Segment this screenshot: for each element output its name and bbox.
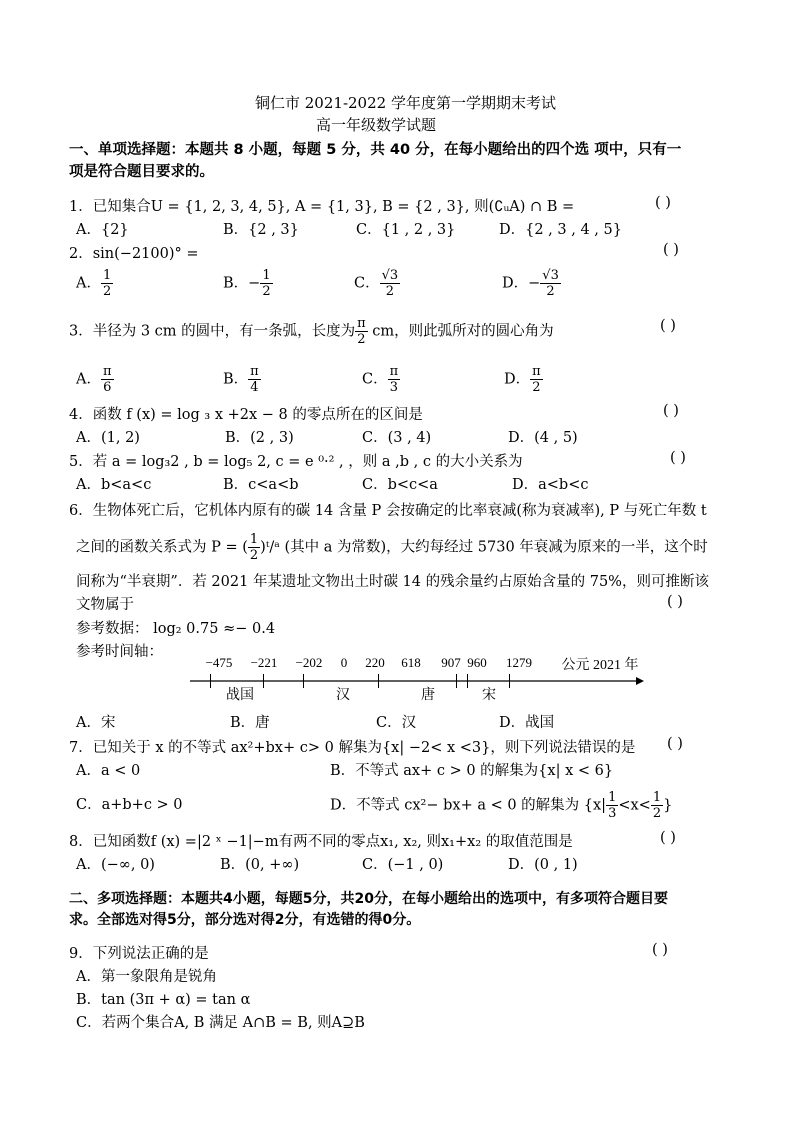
q3-option-a: [76, 364, 114, 395]
denominator: 3: [389, 380, 399, 395]
q7-option-d-text-end: }: [663, 797, 673, 814]
exam-title: 铜仁市 2021-2022 学年度第一学期期末考试: [255, 94, 556, 112]
q2-option-b: [223, 268, 273, 299]
q6-option-b: B．唐: [230, 715, 270, 731]
q2-option-a: [76, 268, 113, 299]
q4-option-b: B．(2 , 3): [225, 430, 294, 446]
timeline-label: 907: [441, 655, 461, 670]
timeline-tick: [210, 674, 211, 688]
exam-subtitle: 高一年级数学试题: [316, 116, 437, 134]
q4-option-c: C．(3 , 4): [362, 430, 432, 446]
era-label: 宋: [482, 687, 496, 703]
q4-answer-paren: ( ): [663, 403, 679, 419]
q9-stem: 9．下列说法正确的是: [69, 946, 209, 962]
numerator: π: [389, 364, 399, 379]
q2-option-a-label: A．: [76, 275, 101, 292]
denominator: 2: [652, 806, 662, 821]
fraction: [260, 268, 272, 299]
q6-reference-data: 参考数据： log₂ 0.75 ≈− 0.4: [76, 621, 276, 637]
q1-option-d: D．{2 , 3 , 4 , 5}: [499, 222, 622, 238]
numerator: π: [250, 364, 259, 379]
q7-stem: 7．已知关于 x 的不等式 ax²+bx+ c> 0 解集为{x| −2< x <3}，则下列说法错误的是: [69, 740, 636, 756]
q6-option-a: A．宋: [76, 715, 116, 731]
q2-answer-paren: ( ): [663, 242, 679, 258]
numerator: 1: [262, 268, 271, 283]
q3-option-d-label: D．: [504, 371, 531, 388]
timeline-axis: [190, 670, 650, 700]
q7-option-a: A．a < 0: [76, 763, 141, 779]
denominator: 2: [385, 284, 395, 299]
q5-option-d: D．a<b<c: [512, 477, 589, 493]
numerator: √3: [381, 268, 399, 283]
fraction: [530, 364, 543, 395]
timeline-tick: [456, 674, 457, 688]
q3-stem-text: 3．半径为 3 cm 的圆中，有一条弧，长度为: [69, 323, 356, 340]
timeline-tick: [263, 674, 264, 688]
timeline-label: 960: [467, 655, 487, 670]
timeline-label-end: 公元 2021 年: [561, 658, 639, 673]
timeline-label: 0: [340, 655, 348, 670]
q5-stem: 5．若 a = log₃2 , b = log₅ 2, c = e ⁰·² , ，则 a ,b , c 的大小关系为: [69, 454, 523, 470]
q6-option-d: D．战国: [499, 715, 555, 731]
q2-stem: 2．sin(−2100)° =: [69, 246, 199, 262]
denominator: 2: [532, 380, 541, 395]
q5-option-a: A．b<a<c: [76, 477, 152, 493]
denominator: 2: [262, 284, 271, 299]
q4-option-d: D．(4 , 5): [508, 430, 578, 446]
q3-option-d: [504, 364, 543, 395]
numerator: π: [102, 364, 112, 379]
q6-stem-line4: 文物属于: [76, 597, 134, 613]
q1-stem: 1．已知集合U = {1, 2, 3, 4, 5}, A = {1, 3}, B = {2 , 3}, 则(∁ᵤA) ∩ B =: [69, 199, 575, 215]
q6-stem-line2-text: 之间的函数关系式为 P = (: [76, 539, 248, 556]
fraction: [606, 790, 618, 821]
q7-option-d-text: D．不等式 cx²− bx+ a < 0 的解集为 {x|: [330, 797, 607, 814]
numerator: 1: [652, 790, 662, 805]
denominator: 2: [249, 548, 259, 563]
q1-answer-paren: ( ): [655, 195, 671, 211]
q3-answer-paren: ( ): [660, 318, 676, 334]
q6-stem-line1: 6．生物体死亡后，它机体内原有的碳 14 含量 P 会按确定的比率衰减(称为衰减率), P 与死亡年数 t: [69, 503, 707, 519]
q3-option-c: [362, 364, 400, 395]
q7-option-c: C．a+b+c > 0: [76, 797, 183, 813]
section2-heading-cont: 求。全部选对得5分，部分选对得2分，有选错的得0分。: [69, 912, 421, 928]
numerator: √3: [542, 268, 559, 283]
q2-option-c-label: C．: [354, 275, 380, 292]
numerator: 1: [102, 268, 112, 283]
section2-heading: 二、多项选择题：本题共4小题，每题5分，共20分，在每小题给出的选项中，有多项符合题目要: [69, 891, 668, 907]
q2-option-b-label: B．−: [223, 275, 261, 292]
section1-heading-cont: 项是符合题目要求的。: [69, 164, 214, 180]
q7-option-d: [330, 790, 672, 821]
q7-answer-paren: ( ): [667, 736, 683, 752]
arrow-head-icon: [636, 677, 644, 685]
q6-stem-line3: 间称为“半衰期”．若 2021 年某遗址文物出土时碳 14 的残余量约占原始含量的 75%，则可推断该: [76, 574, 709, 590]
q1-option-a: A．{2}: [76, 222, 129, 238]
fraction: [101, 268, 113, 299]
q6-stem-line2: [76, 532, 708, 563]
q6-reference-timeline-label: 参考时间轴：: [76, 644, 163, 660]
section1-heading: 一、单项选择题：本题共 8 小题，每题 5 分，共 40 分，在每小题给出的四个选 项中，只有一: [69, 142, 682, 158]
q8-option-d: D．(0 , 1): [508, 857, 578, 873]
q7-option-b: B．不等式 ax+ c > 0 的解集为{x| x < 6}: [330, 763, 614, 779]
fraction: [248, 532, 260, 563]
q8-stem: 8．已知函数f (x) =|2 ˣ −1|−m有两不同的零点x₁, x₂, 则x₁+x₂ 的取值范围是: [69, 834, 573, 850]
q8-option-a: A．(−∞, 0): [76, 857, 155, 873]
q3-stem-text-end: cm，则此弧所对的圆心角为: [367, 323, 554, 340]
fraction: [248, 364, 261, 395]
q6-stem-line2-text-end: )ᵗ/ᵃ (其中 a 为常数)，大约每经过 5730 年衰减为原来的一半，这个时: [260, 539, 708, 556]
q5-option-c: C．b<c<a: [362, 477, 438, 493]
q7-option-d-text-mid: <x<: [618, 797, 651, 814]
fraction: [380, 268, 401, 299]
era-label: 唐: [421, 687, 435, 703]
q3-stem: [69, 316, 554, 347]
q1-option-c: C．{1 , 2 , 3}: [356, 222, 456, 238]
denominator: 4: [250, 380, 259, 395]
fraction: [540, 268, 561, 299]
q3-option-c-label: C．: [362, 371, 388, 388]
denominator: 2: [357, 332, 366, 347]
denominator: 3: [608, 806, 617, 821]
era-label: 汉: [336, 687, 350, 703]
q1-option-b: B．{2 , 3}: [223, 222, 299, 238]
timeline-label: −221: [250, 655, 278, 670]
denominator: 6: [103, 380, 112, 395]
numerator: π: [357, 316, 366, 331]
timeline-label: 1279: [506, 655, 532, 670]
timeline-label: −475: [205, 655, 233, 670]
q6-option-c: C．汉: [376, 715, 417, 731]
fraction: [388, 364, 401, 395]
q9-option-b: B．tan (3π + α) = tan α: [76, 992, 251, 1008]
timeline-label: 618: [401, 655, 421, 670]
denominator: 2: [102, 284, 112, 299]
q8-answer-paren: ( ): [660, 830, 676, 846]
numerator: π: [532, 364, 541, 379]
q5-answer-paren: ( ): [670, 450, 686, 466]
q3-option-a-label: A．: [76, 371, 101, 388]
q3-option-b: [223, 364, 261, 395]
timeline-tick: [303, 674, 304, 688]
era-label: 战国: [226, 687, 254, 703]
q2-option-d-label: D．−: [502, 275, 541, 292]
q9-option-a: A．第一象限角是锐角: [76, 969, 217, 985]
numerator: 1: [249, 532, 259, 547]
timeline-tick: [467, 674, 468, 688]
q9-answer-paren: ( ): [652, 942, 668, 958]
timeline-label: −202: [295, 655, 323, 670]
numerator: 1: [608, 790, 617, 805]
q2-option-d: [502, 268, 561, 299]
fraction: [651, 790, 663, 821]
q8-option-c: C．(−1 , 0): [362, 857, 444, 873]
q4-option-a: A．(1, 2): [76, 430, 140, 446]
timeline-tick: [509, 674, 510, 688]
q9-option-c: C．若两个集合A, B 满足 A∩B = B, 则A⊇B: [76, 1015, 365, 1031]
denominator: 2: [546, 284, 555, 299]
fraction: [101, 364, 114, 395]
q2-option-c: [354, 268, 400, 299]
timeline-tick: [378, 674, 379, 688]
q8-option-b: B．(0, +∞): [220, 857, 300, 873]
timeline-label: 220: [365, 655, 385, 670]
q4-stem: 4．函数 f (x) = log ₃ x +2x − 8 的零点所在的区间是: [69, 407, 423, 423]
q5-option-b: B．c<a<b: [223, 477, 299, 493]
fraction: [355, 316, 368, 347]
q3-option-b-label: B．: [223, 371, 249, 388]
q6-answer-paren: ( ): [667, 594, 683, 610]
